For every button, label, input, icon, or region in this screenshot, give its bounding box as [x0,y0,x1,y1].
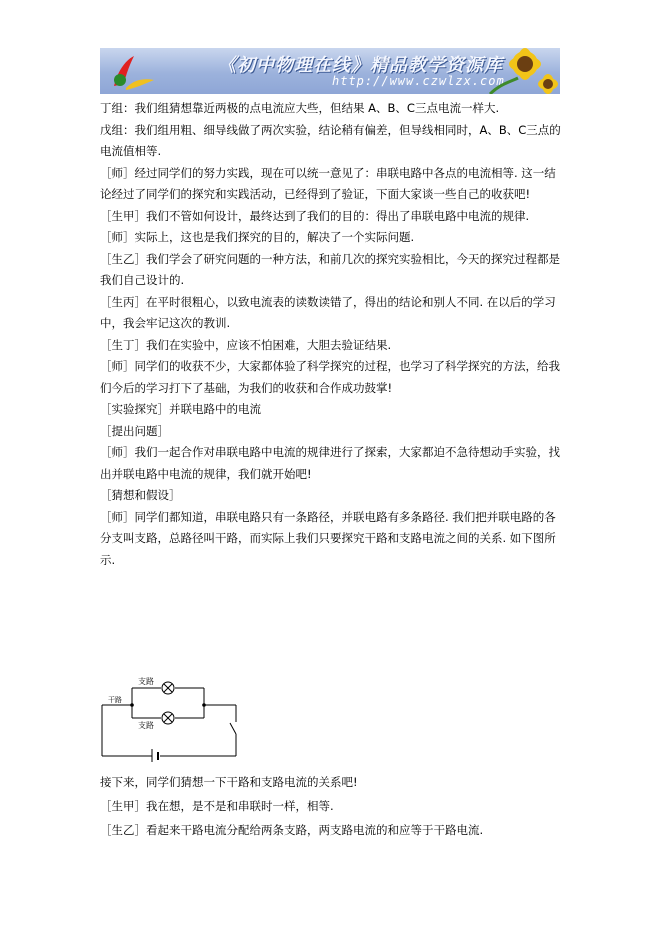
paragraph: ［生乙］我们学会了研究问题的一种方法，和前几次的探究实验相比，今天的探究过程都是我们自己设计的. [100,251,560,287]
paragraph: ［生乙］看起来干路电流分配给两条支路，两支路电流的和应等于干路电流. [100,823,484,837]
banner-title: 《初中物理在线》精品教学资源库 [218,55,503,76]
document-body [100,98,565,571]
paragraph: 接下来，同学们猜想一下干路和支路电流的关系吧! [100,775,358,789]
banner-url: http://www.czwlzx.com [332,74,505,88]
junction-dot [130,703,134,707]
paragraph: ［师］我们一起合作对串联电路中电流的规律进行了探索，大家都迫不急待想动手实验，找出并联电路中电流的规律，我们就开始吧! [100,445,560,481]
junction-dot [202,703,206,707]
parallel-circuit-diagram [100,672,245,762]
trunk-label: 干路 [108,696,122,704]
paragraph: 戊组：我们组用粗、细导线做了两次实验，结论稍有偏差，但导线相同时，A、B、C三点的电流值相等. [100,122,561,158]
paragraph: ［生甲］我在想，是不是和串联时一样，相等. [100,799,334,813]
paragraph: ［生甲］我们不管如何设计，最终达到了我们的目的：得出了串联电路中电流的规律. [100,208,530,223]
branch-label: 支路 [138,677,154,686]
document-body-continued [100,770,565,842]
section-heading: ［猜想和假设］ [100,488,181,502]
paragraph: ［生丁］我们在实验中，应该不怕困难，大胆去验证结果. [100,337,392,352]
sunflower-icon [470,48,560,94]
paragraph: ［师］同学们的收获不少，大家都体验了科学探究的过程，也学习了科学探究的方法，给我们今后的学习打下了基础，为我们的收获和合作成功鼓掌! [100,359,560,395]
paragraph: ［师］同学们都知道，串联电路只有一条路径，并联电路有多条路径. 我们把并联电路的各分支叫支路，总路径叫干路，而实际上我们只要探究干路和支路电流之间的关系. 如下图所示. [100,509,556,567]
logo-icon [104,50,158,92]
paragraph: ［师］经过同学们的努力实践，现在可以统一意见了：串联电路中各点的电流相等. 这一结论经过了同学们的探究和实践活动，已经得到了验证，下面大家谈一些自己的收获吧! [100,165,556,201]
section-heading: ［提出问题］ [100,423,169,438]
paragraph: 丁组：我们组猜想靠近两极的点电流应大些，但结果 A、B、C三点电流一样大. [100,101,500,115]
paragraph: ［生丙］在平时很粗心，以致电流表的读数读错了，得出的结论和别人不同. 在以后的学习中，我会牢记这次的教训. [100,294,556,330]
paragraph: ［师］实际上，这也是我们探究的目的，解决了一个实际问题. [100,230,415,244]
section-heading: ［实验探究］并联电路中的电流 [100,402,261,416]
branch-label: 支路 [138,721,154,730]
header-banner [100,48,560,94]
